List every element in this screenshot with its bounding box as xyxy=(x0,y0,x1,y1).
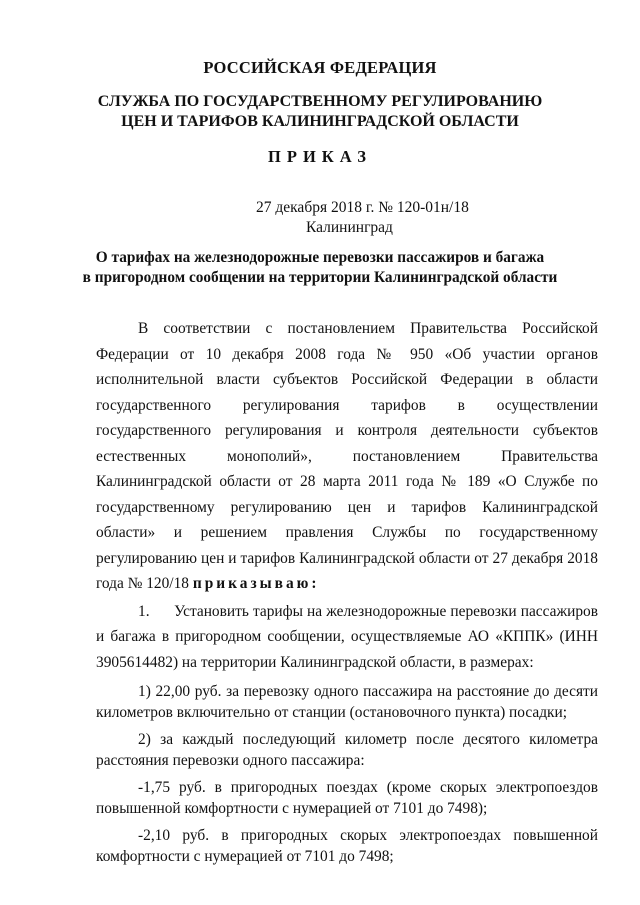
city: Калининград xyxy=(306,219,393,236)
item-1-number: 1. xyxy=(138,602,150,620)
country-heading: РОССИЙСКАЯ ФЕДЕРАЦИЯ xyxy=(203,58,437,77)
dash-item-1 xyxy=(96,777,598,819)
dash-marker: - xyxy=(138,779,144,796)
date-number: 27 декабря 2018 г. № 120-01н/18 xyxy=(256,199,469,216)
dash-item-2 xyxy=(96,825,598,867)
tariff-list xyxy=(96,681,598,867)
subitem-1: 1) 22,00 руб. за перевозку одного пассажира на расстояние до десяти километров включительно от станции (остановочного пункта) посадки; xyxy=(96,683,598,721)
item-1-text: Установить тарифы на железнодорожные перевозки пассажиров и багажа в пригородном сообщении, осуществляемые АО «КППК» (ИНН 3905614482) на территории Калининградской области, в размерах: xyxy=(96,602,598,671)
dash-marker: - xyxy=(138,827,144,844)
dash-item-2-text: 2,10 руб. в пригородных скорых электропоездах повышенной комфортности с нумерацией от 7101 до 7498; xyxy=(96,827,598,865)
subject-line2: в пригородном сообщении на территории Калининградской области xyxy=(82,269,558,286)
document-body xyxy=(96,316,598,867)
doc-type-heading: ПРИКАЗ xyxy=(268,147,372,166)
agency-heading xyxy=(0,92,640,132)
item-1 xyxy=(96,599,598,676)
order-word: приказываю: xyxy=(192,575,320,592)
preamble-text: В соответствии с постановлением Правительства Российской Федерации от 10 декабря 2008 года № 950 «Об участии органов исполнительной власти субъектов Российской Федерации в области государственного регулирования тарифов в осуществлении государственного регулирования и контроля деятельности субъектов естественных монополий», постановлением Правительства Калининградской области от 28 марта 2011 года № 189 «О Службе по государственному регулированию цен и тарифов Калининградской области» и решением правления Службы по государственному регулированию цен и тарифов Калининградской области от 27 декабря 2018 года № 120/18 xyxy=(96,320,598,592)
dash-item-1-text: 1,75 руб. в пригородных поездах (кроме скорых электропоездов повышенной комфортности с нумерацией от 7101 до 7498); xyxy=(96,779,598,817)
dateline xyxy=(256,198,469,238)
preamble-paragraph xyxy=(96,316,598,597)
document-subject xyxy=(0,248,640,288)
subitem-2: 2) за каждый последующий километр после десятого километра расстояния перевозки одного пассажира: xyxy=(96,731,598,769)
agency-heading-line1: СЛУЖБА ПО ГОСУДАРСТВЕННОМУ РЕГУЛИРОВАНИЮ xyxy=(97,93,543,110)
subject-line1: О тарифах на железнодорожные перевозки пассажиров и багажа xyxy=(95,249,545,266)
agency-heading-line2: ЦЕН И ТАРИФОВ КАЛИНИНГРАДСКОЙ ОБЛАСТИ xyxy=(121,113,519,130)
